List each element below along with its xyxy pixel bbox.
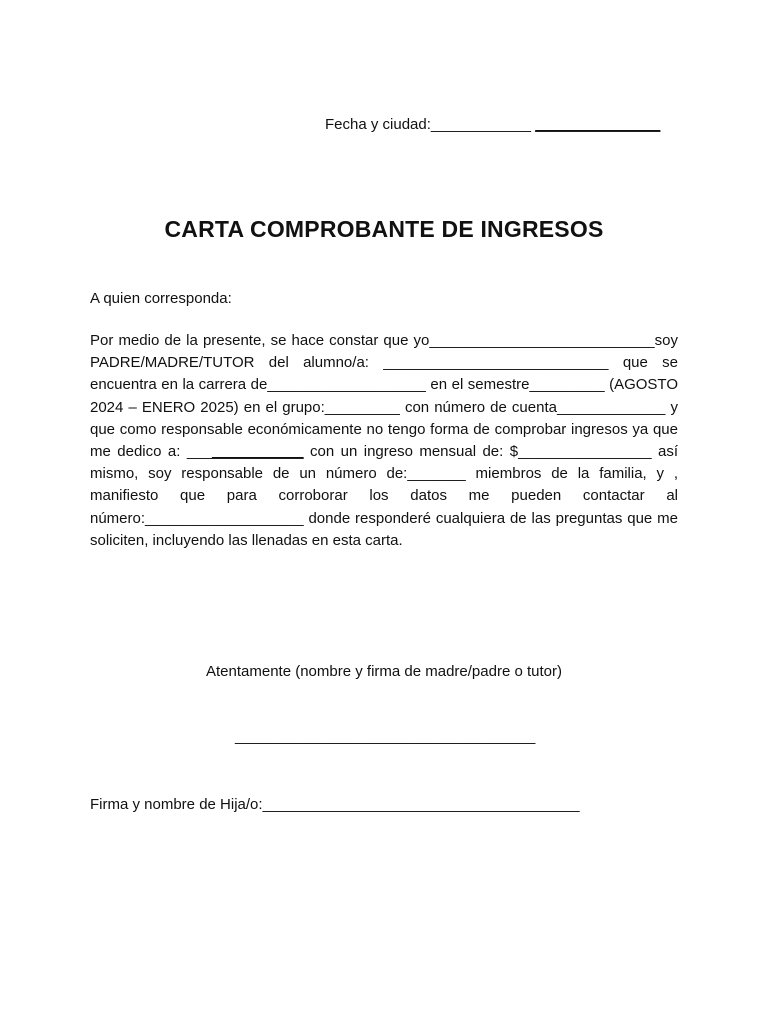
- date-city-label: Fecha y ciudad:: [325, 116, 431, 133]
- career-blank: ___________________: [267, 376, 426, 394]
- account-number-blank: _____________: [556, 398, 666, 416]
- child-signature-label: Firma y nombre de Hija/o:: [90, 796, 263, 813]
- income-blank: ________________: [518, 443, 652, 461]
- body-paragraph: [90, 330, 678, 552]
- body-text-8: con un ingreso mensual de: $: [303, 443, 519, 461]
- phone-number-blank: ___________________: [145, 509, 304, 527]
- child-signature-blank: ______________________________________: [262, 796, 580, 813]
- body-text-7: y que como responsable económicamente no tengo forma de comprobar ingresos ya que me dedico a:: [90, 398, 678, 461]
- date-city-blank: ____________: [430, 116, 532, 133]
- body-text-9: así mismo, soy responsable de un número de:: [90, 443, 678, 483]
- date-city-field: [325, 116, 660, 133]
- date-city-blank-underlined: _______________: [535, 116, 661, 133]
- parent-signature-line: ____________________________________: [235, 728, 536, 745]
- greeting: A quien corresponda:: [90, 290, 232, 307]
- parent-name-blank: ___________________________: [429, 332, 655, 349]
- semester-blank: _________: [529, 376, 605, 394]
- occupation-blank-underlined: ___________: [211, 443, 304, 461]
- closing-text: Atentamente (nombre y firma de madre/padre o tutor): [205, 663, 562, 680]
- child-signature-field: [90, 796, 580, 813]
- body-text-5: (AGOSTO 2024 – ENERO 2025) en el grupo:: [90, 376, 678, 416]
- body-text-1: Por medio de la presente, se hace constar que yo: [90, 332, 430, 349]
- body-text-11: donde responderé cualquiera de las preguntas que me soliciten, incluyendo las llenadas en esta carta.: [90, 509, 678, 549]
- body-text-3: que se encuentra en la carrera de: [90, 354, 678, 394]
- student-name-blank: ___________________________: [383, 354, 609, 372]
- occupation-blank: ___: [186, 443, 212, 461]
- body-text-6: con número de cuenta: [399, 398, 557, 416]
- body-text-2: soy PADRE/MADRE/TUTOR del alumno/a:: [90, 332, 678, 372]
- group-blank: _________: [324, 398, 400, 416]
- family-members-blank: _______: [407, 465, 466, 483]
- body-text-4: en el semestre: [425, 376, 530, 394]
- body-text-10: miembros de la familia, y , manifiesto que para corroborar los datos me pueden contactar al número:: [90, 465, 678, 527]
- document-title: CARTA COMPROBANTE DE INGRESOS: [164, 216, 604, 242]
